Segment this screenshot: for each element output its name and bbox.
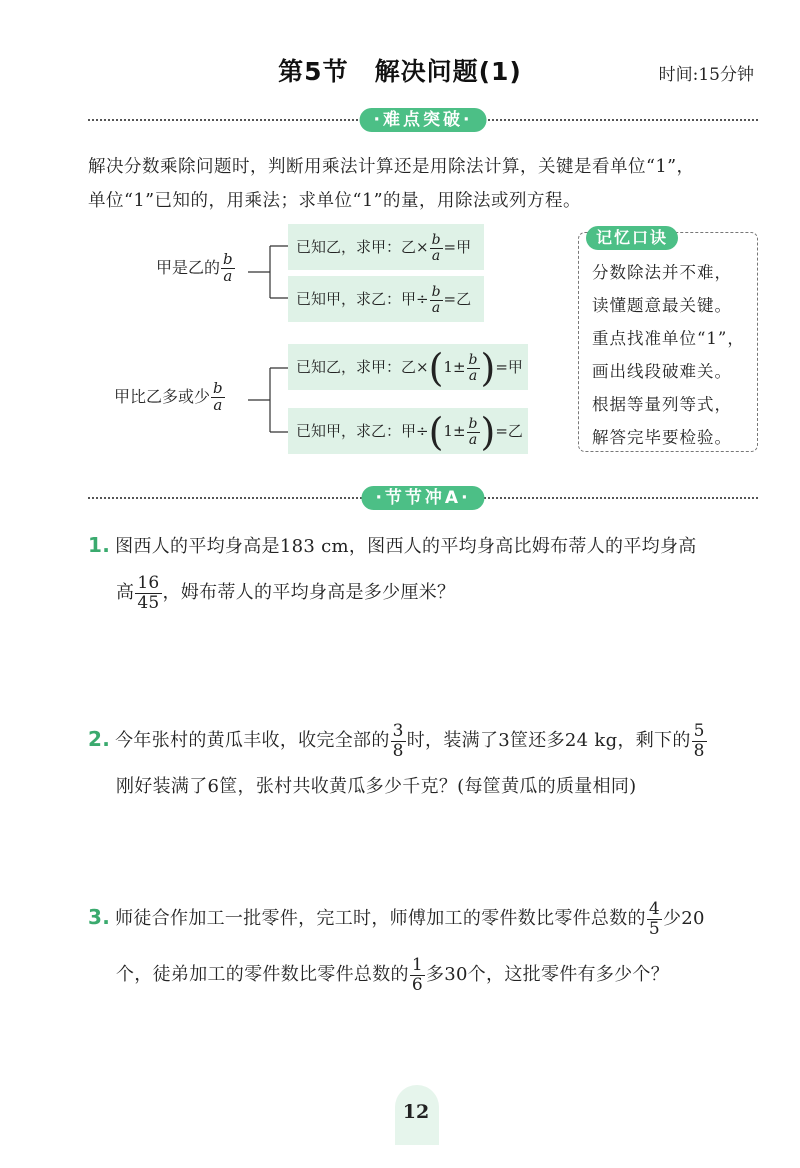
denominator: 6 <box>411 974 423 995</box>
numerator: b <box>213 379 223 397</box>
fraction-5-8 <box>692 722 707 760</box>
rule-result: =甲 <box>443 238 472 256</box>
diagram-label-times <box>156 252 236 285</box>
question-2-line-1 <box>88 716 778 764</box>
section-divider-practice <box>88 486 758 510</box>
fraction-b-over-a <box>211 381 225 414</box>
memo-line: 分数除法并不难， <box>592 263 732 282</box>
denominator: 45 <box>137 592 160 613</box>
question-text: 今年张村的黄瓜丰收，收完全部的 <box>115 730 390 751</box>
memo-line: 画出线段破难关。 <box>592 362 732 381</box>
question-3-line-2 <box>88 952 778 998</box>
rule-result: =甲 <box>495 358 523 376</box>
memory-tip-title: 记忆口诀 <box>586 226 678 250</box>
rule-box-4 <box>288 408 528 454</box>
fraction-4-5 <box>647 900 662 938</box>
memo-line: 重点找准单位“1”， <box>592 329 745 348</box>
rule-text: 1± <box>443 422 466 440</box>
fraction-16-45 <box>135 574 161 612</box>
question-text: 个，徒弟加工的零件数比零件总数的 <box>116 964 409 985</box>
section-badge: ·难点突破· <box>360 108 487 132</box>
denominator: a <box>431 299 441 316</box>
open-paren: ( <box>428 410 444 454</box>
fraction-3-8 <box>391 722 406 760</box>
section-badge-label: 难点突破 <box>383 110 463 130</box>
denominator: 5 <box>648 918 660 939</box>
rule-box-2 <box>288 276 484 322</box>
question-2 <box>88 716 778 810</box>
memo-line: 读懂题意最关键。 <box>592 296 732 315</box>
fraction-b-over-a <box>467 417 480 447</box>
question-text: 师徒合作加工一批零件，完工时，师傅加工的零件数比零件总数的 <box>115 908 646 929</box>
question-number: 2. <box>88 727 111 751</box>
denominator: 8 <box>693 740 705 761</box>
rule-text: 已知甲，求乙：甲÷ <box>296 290 429 308</box>
rule-text: 已知乙，求甲：乙× <box>296 358 429 376</box>
question-text: 多30个，这批零件有多少个？ <box>425 964 670 985</box>
fraction-b-over-a <box>467 353 480 383</box>
question-1-line-2 <box>88 570 778 616</box>
denominator: a <box>468 431 478 448</box>
rule-box-1 <box>288 224 484 270</box>
memo-line: 根据等量列等式， <box>592 395 732 414</box>
section-number: 第5节 <box>278 57 349 86</box>
numerator: 5 <box>693 720 705 741</box>
rule-text: 已知甲，求乙：甲÷ <box>296 422 429 440</box>
numerator: b <box>223 250 233 268</box>
time-limit: 时间:15分钟 <box>658 65 754 85</box>
fraction-b-over-a <box>430 285 443 315</box>
denominator: a <box>213 395 223 414</box>
fraction-b-over-a <box>430 233 443 263</box>
memory-tip-lines <box>592 256 745 454</box>
numerator: 3 <box>392 720 404 741</box>
question-number: 3. <box>88 905 111 929</box>
section-badge-label: 节节冲A <box>384 488 462 508</box>
question-1 <box>88 522 778 616</box>
question-text: ，姆布蒂人的平均身高是多少厘米？ <box>162 582 456 603</box>
question-text: 高 <box>116 582 135 603</box>
section-divider-difficulty <box>88 108 758 132</box>
label-text: 甲是乙的 <box>156 257 221 277</box>
label-text: 甲比乙多或少 <box>114 386 211 406</box>
question-1-line-1 <box>88 522 778 570</box>
numerator: b <box>431 283 441 300</box>
question-2-line-2: 刚好装满了6筐，张村共收黄瓜多少千克？(每筐黄瓜的质量相同) <box>116 776 637 797</box>
numerator: b <box>468 351 478 368</box>
question-number: 1. <box>88 533 111 557</box>
rule-text: 1± <box>443 358 466 376</box>
numerator: b <box>431 231 441 248</box>
close-paren: ) <box>480 410 496 454</box>
rule-box-3 <box>288 344 528 390</box>
rule-result: =乙 <box>495 422 523 440</box>
question-text: 少20 <box>662 908 705 929</box>
intro-paragraph <box>88 150 768 218</box>
rule-result: =乙 <box>443 290 472 308</box>
numerator: 4 <box>648 898 660 919</box>
question-3-line-1 <box>88 894 778 942</box>
denominator: a <box>468 367 478 384</box>
denominator: a <box>223 266 233 285</box>
numerator: 16 <box>137 572 160 593</box>
page-number: 12 <box>402 1101 430 1123</box>
question-text: 图西人的平均身高是183 cm，图西人的平均身高比姆布蒂人的平均身高 <box>115 536 697 557</box>
intro-line-2: 单位“1”已知的，用乘法；求单位“1”的量，用除法或列方程。 <box>88 191 582 211</box>
close-paren: ) <box>480 346 496 390</box>
section-title: 解决问题(1) <box>374 57 522 86</box>
rule-text: 已知乙，求甲：乙× <box>296 238 429 256</box>
open-paren: ( <box>428 346 444 390</box>
denominator: 8 <box>392 740 404 761</box>
question-text: 时，装满了3筐还多24 kg，剩下的 <box>406 730 691 751</box>
fraction-b-over-a <box>221 252 235 285</box>
intro-line-1: 解决分数乘除问题时，判断用乘法计算还是用除法计算，关键是看单位“1”， <box>88 157 695 177</box>
denominator: a <box>431 247 441 264</box>
question-3 <box>88 894 778 998</box>
memo-line: 解答完毕要检验。 <box>592 428 732 447</box>
section-badge: ·节节冲A· <box>361 486 484 510</box>
numerator: 1 <box>411 954 423 975</box>
numerator: b <box>468 415 478 432</box>
diagram-label-more-less <box>114 381 226 414</box>
fraction-1-6 <box>410 956 425 994</box>
